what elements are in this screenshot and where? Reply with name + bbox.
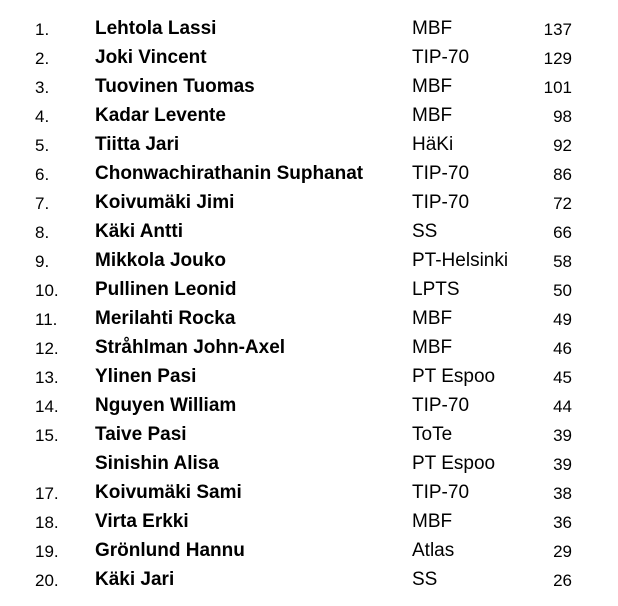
- rank-number: 7.: [35, 194, 50, 213]
- player-name: Tiitta Jari: [95, 134, 180, 155]
- player-name: Virta Erkki: [95, 511, 189, 532]
- ranking-row: [0, 362, 618, 391]
- rank-number: 10.: [35, 281, 59, 300]
- points-value: 137: [543, 20, 572, 39]
- club-name: TIP-70: [412, 192, 470, 213]
- player-name: Käki Jari: [95, 569, 175, 590]
- player-name: Nguyen William: [95, 395, 237, 416]
- ranking-list: [0, 14, 618, 594]
- ranking-row: [0, 536, 618, 565]
- points-value: 49: [553, 310, 572, 329]
- club-name: HäKi: [412, 134, 454, 155]
- player-name: Tuovinen Tuomas: [95, 76, 255, 97]
- player-name: Mikkola Jouko: [95, 250, 226, 271]
- player-name: Sinishin Alisa: [95, 453, 219, 474]
- player-name: Koivumäki Jimi: [95, 192, 235, 213]
- rank-number: 15.: [35, 426, 59, 445]
- club-name: TIP-70: [412, 163, 470, 184]
- ranking-row: [0, 159, 618, 188]
- rank-number: 14.: [35, 397, 59, 416]
- club-name: MBF: [412, 105, 453, 126]
- ranking-row: [0, 101, 618, 130]
- ranking-row: [0, 188, 618, 217]
- rank-number: 3.: [35, 78, 50, 97]
- rank-number: 9.: [35, 252, 50, 271]
- points-value: 98: [553, 107, 572, 126]
- rank-number: 12.: [35, 339, 59, 358]
- club-name: TIP-70: [412, 395, 470, 416]
- club-name: SS: [412, 221, 438, 242]
- ranking-row: [0, 246, 618, 275]
- ranking-row: [0, 43, 618, 72]
- ranking-row: [0, 449, 618, 478]
- club-name: PT Espoo: [412, 366, 496, 387]
- ranking-row: [0, 304, 618, 333]
- club-name: ToTe: [412, 424, 453, 445]
- player-name: Pullinen Leonid: [95, 279, 237, 300]
- points-value: 86: [553, 165, 572, 184]
- rank-number: 17.: [35, 484, 59, 503]
- points-value: 44: [553, 397, 572, 416]
- points-value: 92: [553, 136, 572, 155]
- rank-number: 2.: [35, 49, 50, 68]
- club-name: MBF: [412, 76, 453, 97]
- rank-number: 20.: [35, 571, 59, 590]
- points-value: 58: [553, 252, 572, 271]
- player-name: Merilahti Rocka: [95, 308, 236, 329]
- ranking-row: [0, 72, 618, 101]
- points-value: 39: [553, 455, 572, 474]
- rank-number: 1.: [35, 20, 50, 39]
- ranking-row: [0, 391, 618, 420]
- player-name: Koivumäki Sami: [95, 482, 242, 503]
- points-value: 72: [553, 194, 572, 213]
- rank-number: 4.: [35, 107, 50, 126]
- player-name: Stråhlman John-Axel: [95, 337, 286, 358]
- points-value: 101: [543, 78, 572, 97]
- points-value: 129: [543, 49, 572, 68]
- club-name: SS: [412, 569, 438, 590]
- ranking-row: [0, 420, 618, 449]
- rank-number: 6.: [35, 165, 50, 184]
- ranking-row: [0, 333, 618, 362]
- club-name: TIP-70: [412, 482, 470, 503]
- club-name: TIP-70: [412, 47, 470, 68]
- rank-number: 5.: [35, 136, 50, 155]
- club-name: MBF: [412, 18, 453, 39]
- ranking-row: [0, 478, 618, 507]
- points-value: 50: [553, 281, 572, 300]
- points-value: 39: [553, 426, 572, 445]
- rank-number: 11.: [35, 310, 58, 329]
- club-name: LPTS: [412, 279, 460, 300]
- club-name: MBF: [412, 308, 453, 329]
- club-name: PT-Helsinki: [412, 250, 509, 271]
- player-name: Grönlund Hannu: [95, 540, 245, 561]
- player-name: Ylinen Pasi: [95, 366, 197, 387]
- player-name: Joki Vincent: [95, 47, 207, 68]
- rank-number: 8.: [35, 223, 50, 242]
- player-name: Lehtola Lassi: [95, 18, 217, 39]
- ranking-row: [0, 217, 618, 246]
- player-name: Chonwachirathanin Suphanat: [95, 163, 364, 184]
- player-name: Taive Pasi: [95, 424, 187, 445]
- ranking-row: [0, 130, 618, 159]
- ranking-row: [0, 275, 618, 304]
- points-value: 66: [553, 223, 572, 242]
- ranking-row: [0, 14, 618, 43]
- club-name: MBF: [412, 337, 453, 358]
- ranking-row: [0, 565, 618, 594]
- points-value: 36: [553, 513, 572, 532]
- player-name: Käki Antti: [95, 221, 183, 242]
- rank-number: 18.: [35, 513, 59, 532]
- rank-number: 13.: [35, 368, 59, 387]
- club-name: PT Espoo: [412, 453, 496, 474]
- club-name: Atlas: [412, 540, 455, 561]
- ranking-row: [0, 507, 618, 536]
- player-name: Kadar Levente: [95, 105, 226, 126]
- points-value: 38: [553, 484, 572, 503]
- points-value: 26: [553, 571, 572, 590]
- points-value: 29: [553, 542, 572, 561]
- club-name: MBF: [412, 511, 453, 532]
- points-value: 46: [553, 339, 572, 358]
- rank-number: 19.: [35, 542, 59, 561]
- points-value: 45: [553, 368, 572, 387]
